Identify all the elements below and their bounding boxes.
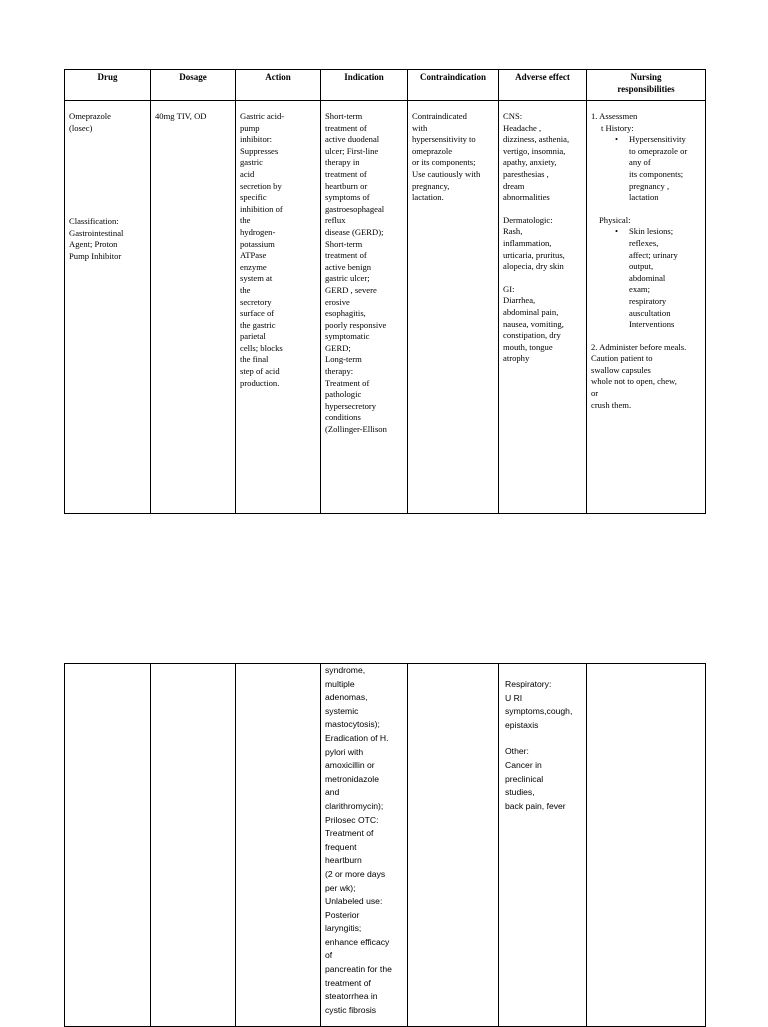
text-line: symptoms,cough, [505,706,573,717]
text-line: gastroesophageal [325,203,385,214]
bullet-icon: • [615,226,619,237]
text-line: esophagitis, [325,308,366,319]
text-line: hydrogen- [240,226,276,237]
text-line: Diarrhea, [503,295,536,306]
text-line: symptomatic [325,331,370,342]
text-line: affect; urinary [629,249,678,260]
header-action: Action [236,70,321,101]
text-line: to omeprazole or [629,145,688,156]
drug-table-page-2 [64,663,706,1027]
text-line: production. [240,377,280,388]
text-line: inhibition of [240,203,283,214]
adverse-respiratory [505,678,583,732]
text-line: secretion by [240,180,282,191]
text-line: enzyme [240,261,267,272]
text-line: parietal [240,331,266,342]
indication-cell-continued [321,664,408,1027]
text-line: adenomas, [325,692,368,703]
text-line: constipation, dry [503,330,561,341]
drug-name [69,111,147,134]
text-line: abnormalities [503,192,550,203]
physical-bullet-text [629,226,702,330]
text-line: enhance efficacy [325,936,390,947]
adverse-effect-cell-continued [499,664,587,1027]
text-line: Gastrointestinal [69,227,124,238]
text-line: paresthesias , [503,168,549,179]
history-bullet-text [629,134,702,204]
text-line: inflammation, [503,237,552,248]
text-line: Treatment of [325,377,370,388]
text-line: mouth, tongue [503,341,553,352]
text-line: Classification: [69,216,119,227]
text-line: abdominal [629,272,666,283]
header-adverse-effect: Adverse effect [499,70,587,101]
text-line: urticaria, pruritus, [503,249,565,260]
text-line: dizziness, asthenia, [503,134,570,145]
action-text [240,111,317,389]
text-line: pylori with [325,746,364,757]
text-line: potassium [240,238,275,249]
text-line: specific [240,192,267,203]
text-line: frequent [325,841,357,852]
bullet-icon: • [615,134,619,145]
text-line: Short-term [325,238,363,249]
text-line: disease (GERD); [325,226,384,237]
text-line: steatorrhea in [325,991,378,1002]
text-line: vertigo, insomnia, [503,145,566,156]
dosage-cell [151,101,236,514]
text-line: reflux [325,215,346,226]
contraindication-cell [408,101,499,514]
text-line: cystic fibrosis [325,1004,377,1015]
text-line: whole not to open, chew, [591,376,677,387]
text-line: system at [240,273,273,284]
text-line: treatment of [325,122,367,133]
text-line: lactation. [412,192,444,203]
text-line: apathy, anxiety, [503,157,557,168]
text-line: systemic [325,705,359,716]
dosage-cell-continued [151,664,236,1027]
text-line: preclinical [505,773,544,784]
text-line: Respiratory: [505,679,552,689]
nursing-cell [587,101,706,514]
text-line: the [240,284,251,295]
text-line: Long-term [325,354,362,365]
text-line: 2. Administer before meals. [591,341,687,352]
text-line: back pain, fever [505,800,566,811]
text-line: any of [629,157,651,168]
table-row [65,664,706,1027]
nursing-cell-continued [587,664,706,1027]
text-line: Omeprazole [69,111,111,121]
text-line: Headache , [503,122,542,133]
text-line: the gastric [240,319,276,330]
text-line: Dermatologic: [503,214,553,225]
text-line: metronidazole [325,773,379,784]
text-line: Interventions [629,319,675,330]
text-line: crush them. [591,399,632,410]
text-line: treatment of [325,977,371,988]
text-line: treatment of [325,250,367,261]
text-line: Agent; Proton [69,239,118,250]
text-line: with [412,122,428,133]
table-row [65,101,706,514]
text-line: gastric [240,157,263,168]
text-line: Gastric acid- [240,111,285,121]
text-line: GERD , severe [325,284,377,295]
text-line: lactation [629,192,659,203]
indication-cell [321,101,408,514]
text-line: auscultation [629,307,671,318]
adverse-dermatologic [503,215,583,273]
text-line: multiple [325,678,355,689]
text-line: hypersensitivity to [412,134,476,145]
text-line: per wk); [325,882,356,893]
text-line: ATPase [240,250,267,261]
text-line: Hypersensitivity [629,134,686,145]
text-line: studies, [505,787,535,798]
text-line: active duodenal [325,134,380,145]
text-line: gastric ulcer; [325,273,370,284]
text-line: therapy in [325,157,360,168]
adverse-effect-cell [499,101,587,514]
text-line: pathologic [325,389,362,400]
text-line: Pump Inhibitor [69,250,122,261]
text-line: surface of [240,308,275,319]
text-line: inhibitor: [240,134,272,145]
text-line: active benign [325,261,372,272]
drug-classification [69,216,147,262]
text-line: poorly responsive [325,319,387,330]
text-line: heartburn [325,855,362,866]
indication-text-continued [325,664,404,1017]
text-line: dream [503,180,525,191]
text-line: U RI [505,692,523,703]
adverse-cns [503,111,583,204]
adverse-other [505,745,583,813]
nursing-step-2 [591,342,702,412]
header-indication: Indication [321,70,408,101]
text-line: Cancer in [505,759,542,770]
text-line: GERD; [325,342,351,353]
text-line: the final [240,354,269,365]
text-line: and [325,787,340,798]
text-line: of [325,950,333,961]
text-line: symptoms of [325,192,370,203]
text-line: Short-term [325,111,363,121]
drug-table-page-1 [64,69,706,514]
text-line: secretory [240,296,272,307]
header-nursing-responsibilities [587,70,706,101]
text-line: Suppresses [240,145,279,156]
text-line: respiratory [629,295,667,306]
text-line: Caution patient to [591,353,653,364]
text-line: Prilosec OTC: [325,814,379,825]
header-drug: Drug [65,70,151,101]
text-line: (losec) [69,122,93,133]
text-line: atrophy [503,353,530,364]
text-line: Use cautiously with [412,168,481,179]
text-line: acid [240,168,255,179]
text-line: alopecia, dry skin [503,261,564,272]
text-line: reflexes, [629,237,659,248]
text-line: swallow capsules [591,364,651,375]
text-line: epistaxis [505,719,539,730]
text-line: clarithromycin); [325,800,384,811]
list-item [615,226,702,330]
header-nursing-line-1: Nursing [630,72,662,82]
nursing-physical-label: Physical: [599,214,631,225]
text-line: ulcer; First-line [325,145,379,156]
text-line: its components; [629,168,684,179]
nursing-assessment-2: t History: [601,122,634,133]
text-line: exam; [629,284,650,295]
text-line: pregnancy, [412,180,450,191]
text-line: the [240,215,251,226]
text-line: cells; blocks [240,342,283,353]
header-dosage: Dosage [151,70,236,101]
header-contraindication: Contraindication [408,70,499,101]
contraindication-text [412,111,495,204]
list-item [615,134,702,204]
text-line: Eradication of H. [325,732,389,743]
text-line: Skin lesions; [629,226,674,237]
dosage-value: 40mg TIV, OD [155,111,207,121]
nursing-assessment-1: 1. Assessmen [591,111,638,121]
text-line: GI: [503,283,515,294]
text-line: omeprazole [412,145,453,156]
text-line: abdominal pain, [503,306,559,317]
text-line: heartburn or [325,180,368,191]
drug-cell [65,101,151,514]
physical-list [591,226,702,330]
text-line: (Zollinger-Ellison [325,424,387,435]
text-line: Contraindicated [412,111,467,121]
text-line: output, [629,261,654,272]
text-line: pancreatin for the [325,964,392,975]
action-cell-continued [236,664,321,1027]
text-line: mastocytosis); [325,719,380,730]
text-line: treatment of [325,168,367,179]
text-line: therapy: [325,366,354,377]
text-line: pump [240,122,260,133]
text-line: Rash, [503,226,523,237]
text-line: Posterior [325,909,360,920]
text-line: nausea, vomiting, [503,318,564,329]
text-line: pregnancy , [629,180,670,191]
text-line: syndrome, [325,665,366,675]
drug-cell-continued [65,664,151,1027]
text-line: Other: [505,746,529,757]
text-line: CNS: [503,111,523,121]
text-line: hypersecretory [325,400,377,411]
text-line: step of acid [240,366,280,377]
text-line: conditions [325,412,361,423]
text-line: erosive [325,296,350,307]
contraindication-cell-continued [408,664,499,1027]
header-nursing-line-2: responsibilities [617,84,675,94]
history-list [591,134,702,204]
text-line: laryngitis; [325,923,362,934]
text-line: (2 or more days [325,868,386,879]
text-line: or its components; [412,157,476,168]
text-line: or [591,388,599,399]
adverse-gi [503,284,583,365]
action-cell [236,101,321,514]
indication-text [325,111,404,436]
text-line: Unlabeled use: [325,896,383,907]
text-line: Treatment of [325,828,374,839]
text-line: amoxicillin or [325,760,375,771]
header-row [65,70,706,101]
